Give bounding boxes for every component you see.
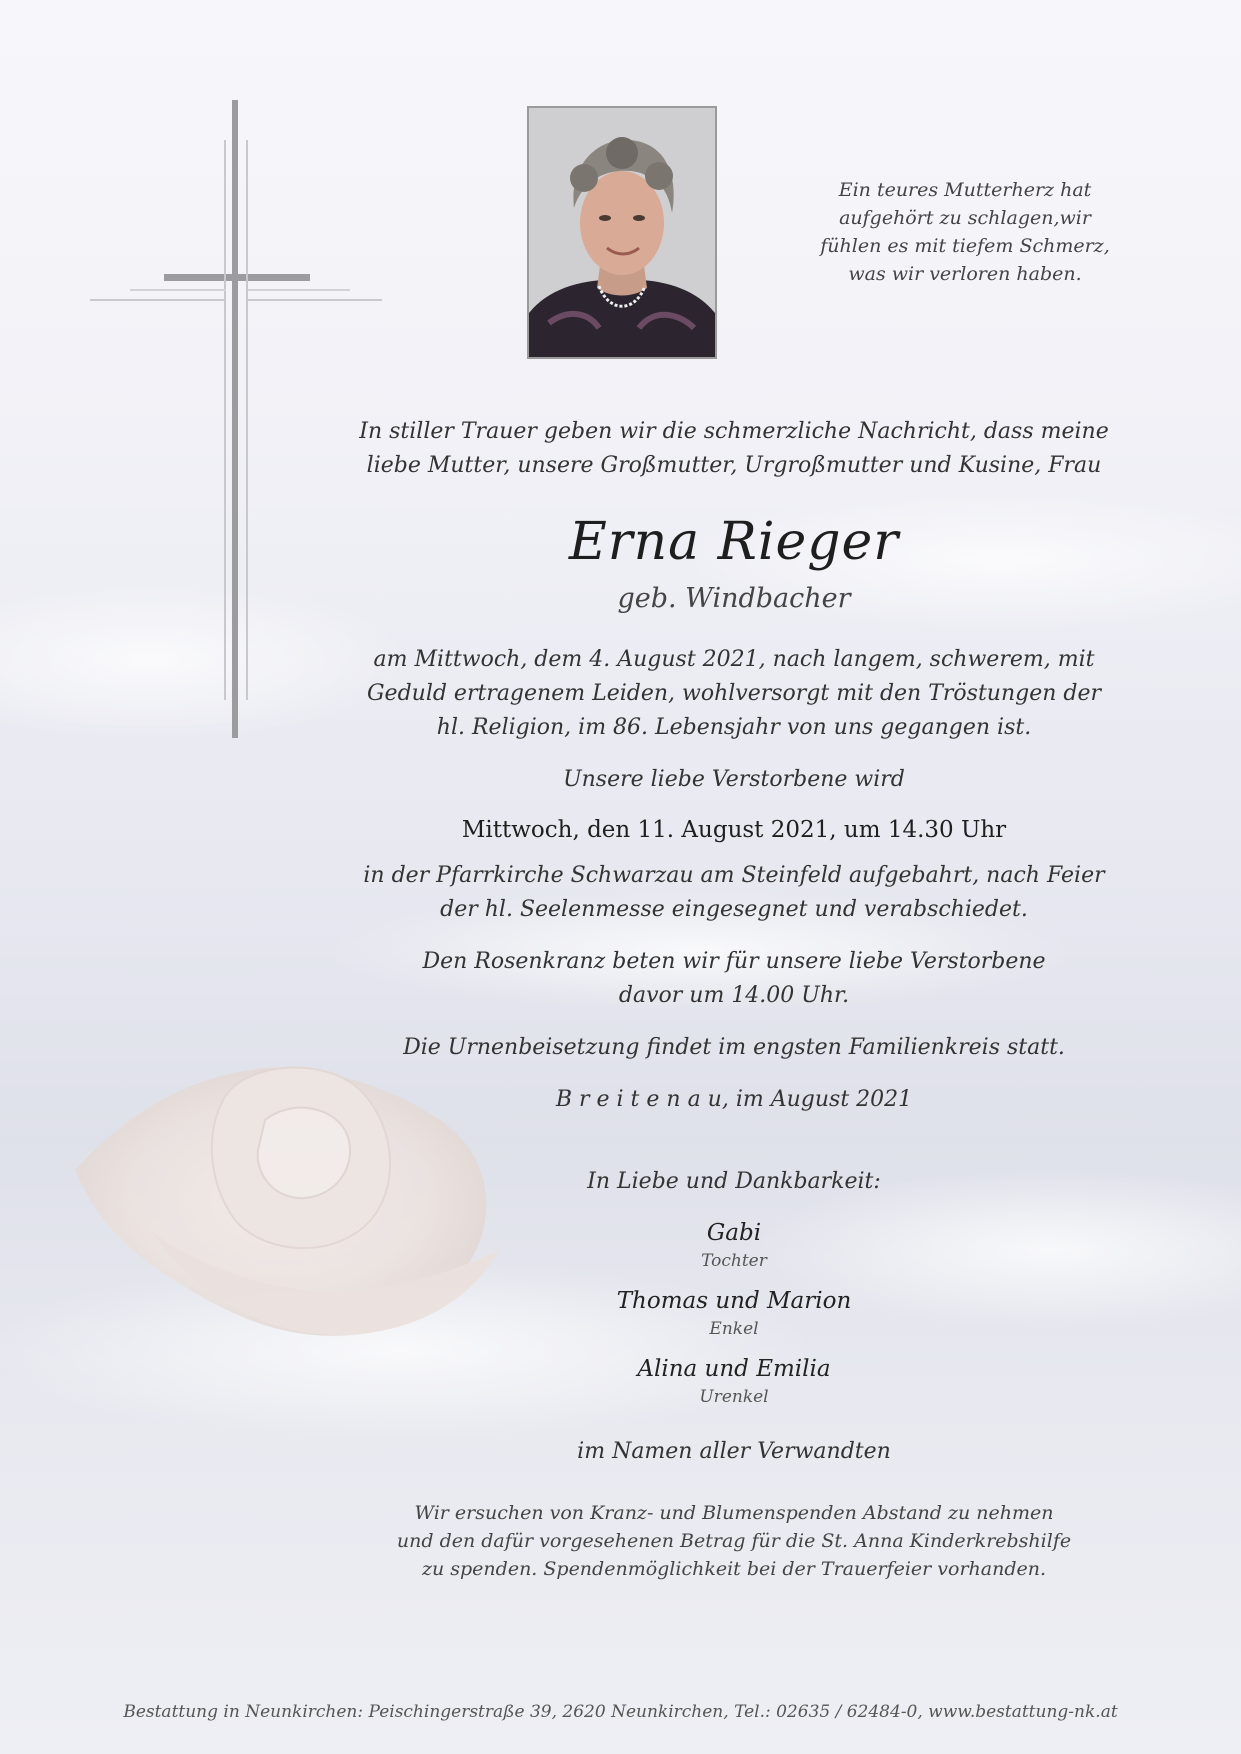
mourner-name: Gabi (706, 1220, 762, 1246)
funeral-date: Mittwoch, den 11. August 2021, um 14.30 Uhr (461, 817, 1007, 843)
rosary-line: davor um 14.00 Uhr. (618, 983, 850, 1008)
rosary-notice (330, 945, 1138, 1013)
place-date: B r e i t e n a u, im August 2021 (555, 1087, 913, 1112)
birth-name: geb. Windbacher (617, 583, 851, 614)
mourner-name: Alina und Emilia (637, 1356, 831, 1382)
death-notice-line: am Mittwoch, dem 4. August 2021, nach langem, schwerem, mit (373, 647, 1095, 672)
quote-line: Ein teures Mutterherz hat (838, 179, 1092, 201)
portrait-photo (527, 106, 717, 359)
mourners-closing: im Namen aller Verwandten (577, 1439, 891, 1464)
intro-line: In stiller Trauer geben wir die schmerzliche Nachricht, dass meine (359, 419, 1109, 444)
quote-line: fühlen es mit tiefem Schmerz, (820, 235, 1110, 257)
obituary-body (330, 415, 1138, 1583)
mourners-list (330, 1217, 1138, 1409)
funeral-place-line: der hl. Seelenmesse eingesegnet und verabschiedet. (440, 897, 1028, 922)
donation-line: Wir ersuchen von Kranz- und Blumenspenden Abstand zu nehmen (414, 1502, 1054, 1524)
rosary-line: Den Rosenkranz beten wir für unsere liebe Verstorbene (422, 949, 1046, 974)
death-notice-line: Geduld ertragenem Leiden, wohlversorgt mit den Tröstungen der (366, 681, 1102, 706)
quote-line: was wir verloren haben. (848, 263, 1082, 285)
mourner-relation: Tochter (701, 1251, 767, 1271)
memorial-quote (795, 176, 1135, 288)
urn-notice: Die Urnenbeisetzung findet im engsten Familienkreis statt. (403, 1035, 1065, 1060)
intro-line: liebe Mutter, unsere Großmutter, Urgroßmutter und Kusine, Frau (366, 453, 1102, 478)
death-notice-line: hl. Religion, im 86. Lebensjahr von uns gegangen ist. (436, 715, 1032, 740)
mourner-name: Thomas und Marion (616, 1288, 852, 1314)
donation-line: zu spenden. Spendenmöglichkeit bei der Trauerfeier vorhanden. (421, 1558, 1047, 1580)
quote-line: aufgehört zu schlagen,wir (839, 207, 1091, 229)
funeral-place-line: in der Pfarrkirche Schwarzau am Steinfeld aufgebahrt, nach Feier (363, 863, 1105, 888)
deceased-name: Erna Rieger (568, 512, 900, 572)
funeral-home-footer: Bestattung in Neunkirchen: Peischingerstraße 39, 2620 Neunkirchen, Tel.: 02635 / 62484-0, www.bestattung-nk.at (123, 1702, 1118, 1722)
death-notice (330, 643, 1138, 745)
funeral-place (330, 859, 1138, 927)
donation-note (330, 1499, 1138, 1583)
funeral-lead: Unsere liebe Verstorbene wird (563, 767, 905, 792)
donation-line: und den dafür vorgesehenen Betrag für die St. Anna Kinderkrebshilfe (396, 1530, 1072, 1552)
mourner-relation: Urenkel (699, 1387, 769, 1407)
mourner-relation: Enkel (709, 1319, 759, 1339)
mourners-lead: In Liebe und Dankbarkeit: (587, 1169, 881, 1194)
intro-text (330, 415, 1138, 483)
